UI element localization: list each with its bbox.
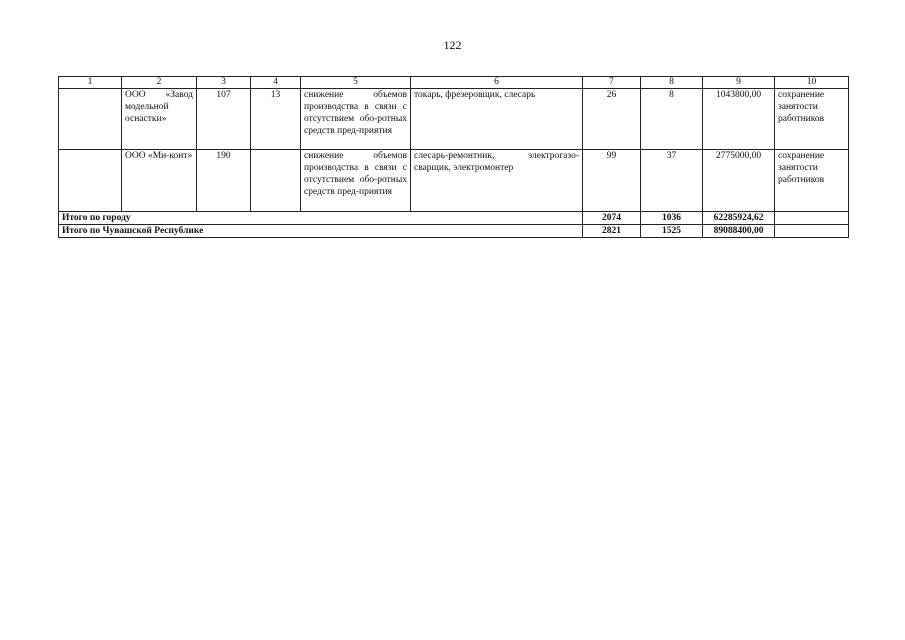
header-cell: 3	[197, 77, 251, 89]
header-cell: 8	[641, 77, 703, 89]
organization-cell: ООО «Ми-конт»	[122, 150, 197, 212]
cell-col7: 99	[583, 150, 641, 212]
cell-col4	[251, 150, 301, 212]
header-cell: 6	[411, 77, 583, 89]
page-number: 122	[443, 38, 462, 52]
total-label: Итого по городу	[59, 212, 583, 225]
professions-cell: токарь, фрезеровщик, слесарь	[411, 89, 583, 150]
header-cell: 7	[583, 77, 641, 89]
total-col7: 2821	[583, 225, 641, 238]
row-index-cell	[59, 89, 122, 150]
row-index-cell	[59, 150, 122, 212]
amount-cell: 1043800,00	[703, 89, 775, 150]
organization-cell: ООО «Завод модельной оснастки»	[122, 89, 197, 150]
header-cell: 5	[301, 77, 411, 89]
measure-cell: сохранение занятости работников	[775, 150, 849, 212]
cell-col3: 190	[197, 150, 251, 212]
header-cell: 4	[251, 77, 301, 89]
total-row-city	[59, 212, 849, 225]
total-amount: 62285924,62	[703, 212, 775, 225]
table-row	[59, 89, 849, 150]
total-col8: 1525	[641, 225, 703, 238]
total-amount: 89088400,00	[703, 225, 775, 238]
reason-cell: снижение объемов производства в связи с отсутствием обо-ротных средств пред-приятия	[301, 150, 411, 212]
data-table	[58, 76, 849, 238]
header-cell: 10	[775, 77, 849, 89]
amount-cell: 2775000,00	[703, 150, 775, 212]
total-col8: 1036	[641, 212, 703, 225]
total-label: Итого по Чувашской Республике	[59, 225, 583, 238]
cell-col8: 37	[641, 150, 703, 212]
cell-col4: 13	[251, 89, 301, 150]
total-col7: 2074	[583, 212, 641, 225]
header-cell: 1	[59, 77, 122, 89]
cell-col8: 8	[641, 89, 703, 150]
cell-col3: 107	[197, 89, 251, 150]
reason-cell: снижение объемов производства в связи с отсутствием обо-ротных средств пред-приятия	[301, 89, 411, 150]
total-col10	[775, 225, 849, 238]
cell-col7: 26	[583, 89, 641, 150]
header-row	[59, 77, 849, 89]
measure-cell: сохранение занятости работников	[775, 89, 849, 150]
professions-cell: слесарь-ремонтник, электрогазо-сварщик, электромонтер	[411, 150, 583, 212]
header-cell: 9	[703, 77, 775, 89]
header-cell: 2	[122, 77, 197, 89]
total-row-republic	[59, 225, 849, 238]
table-row	[59, 150, 849, 212]
total-col10	[775, 212, 849, 225]
